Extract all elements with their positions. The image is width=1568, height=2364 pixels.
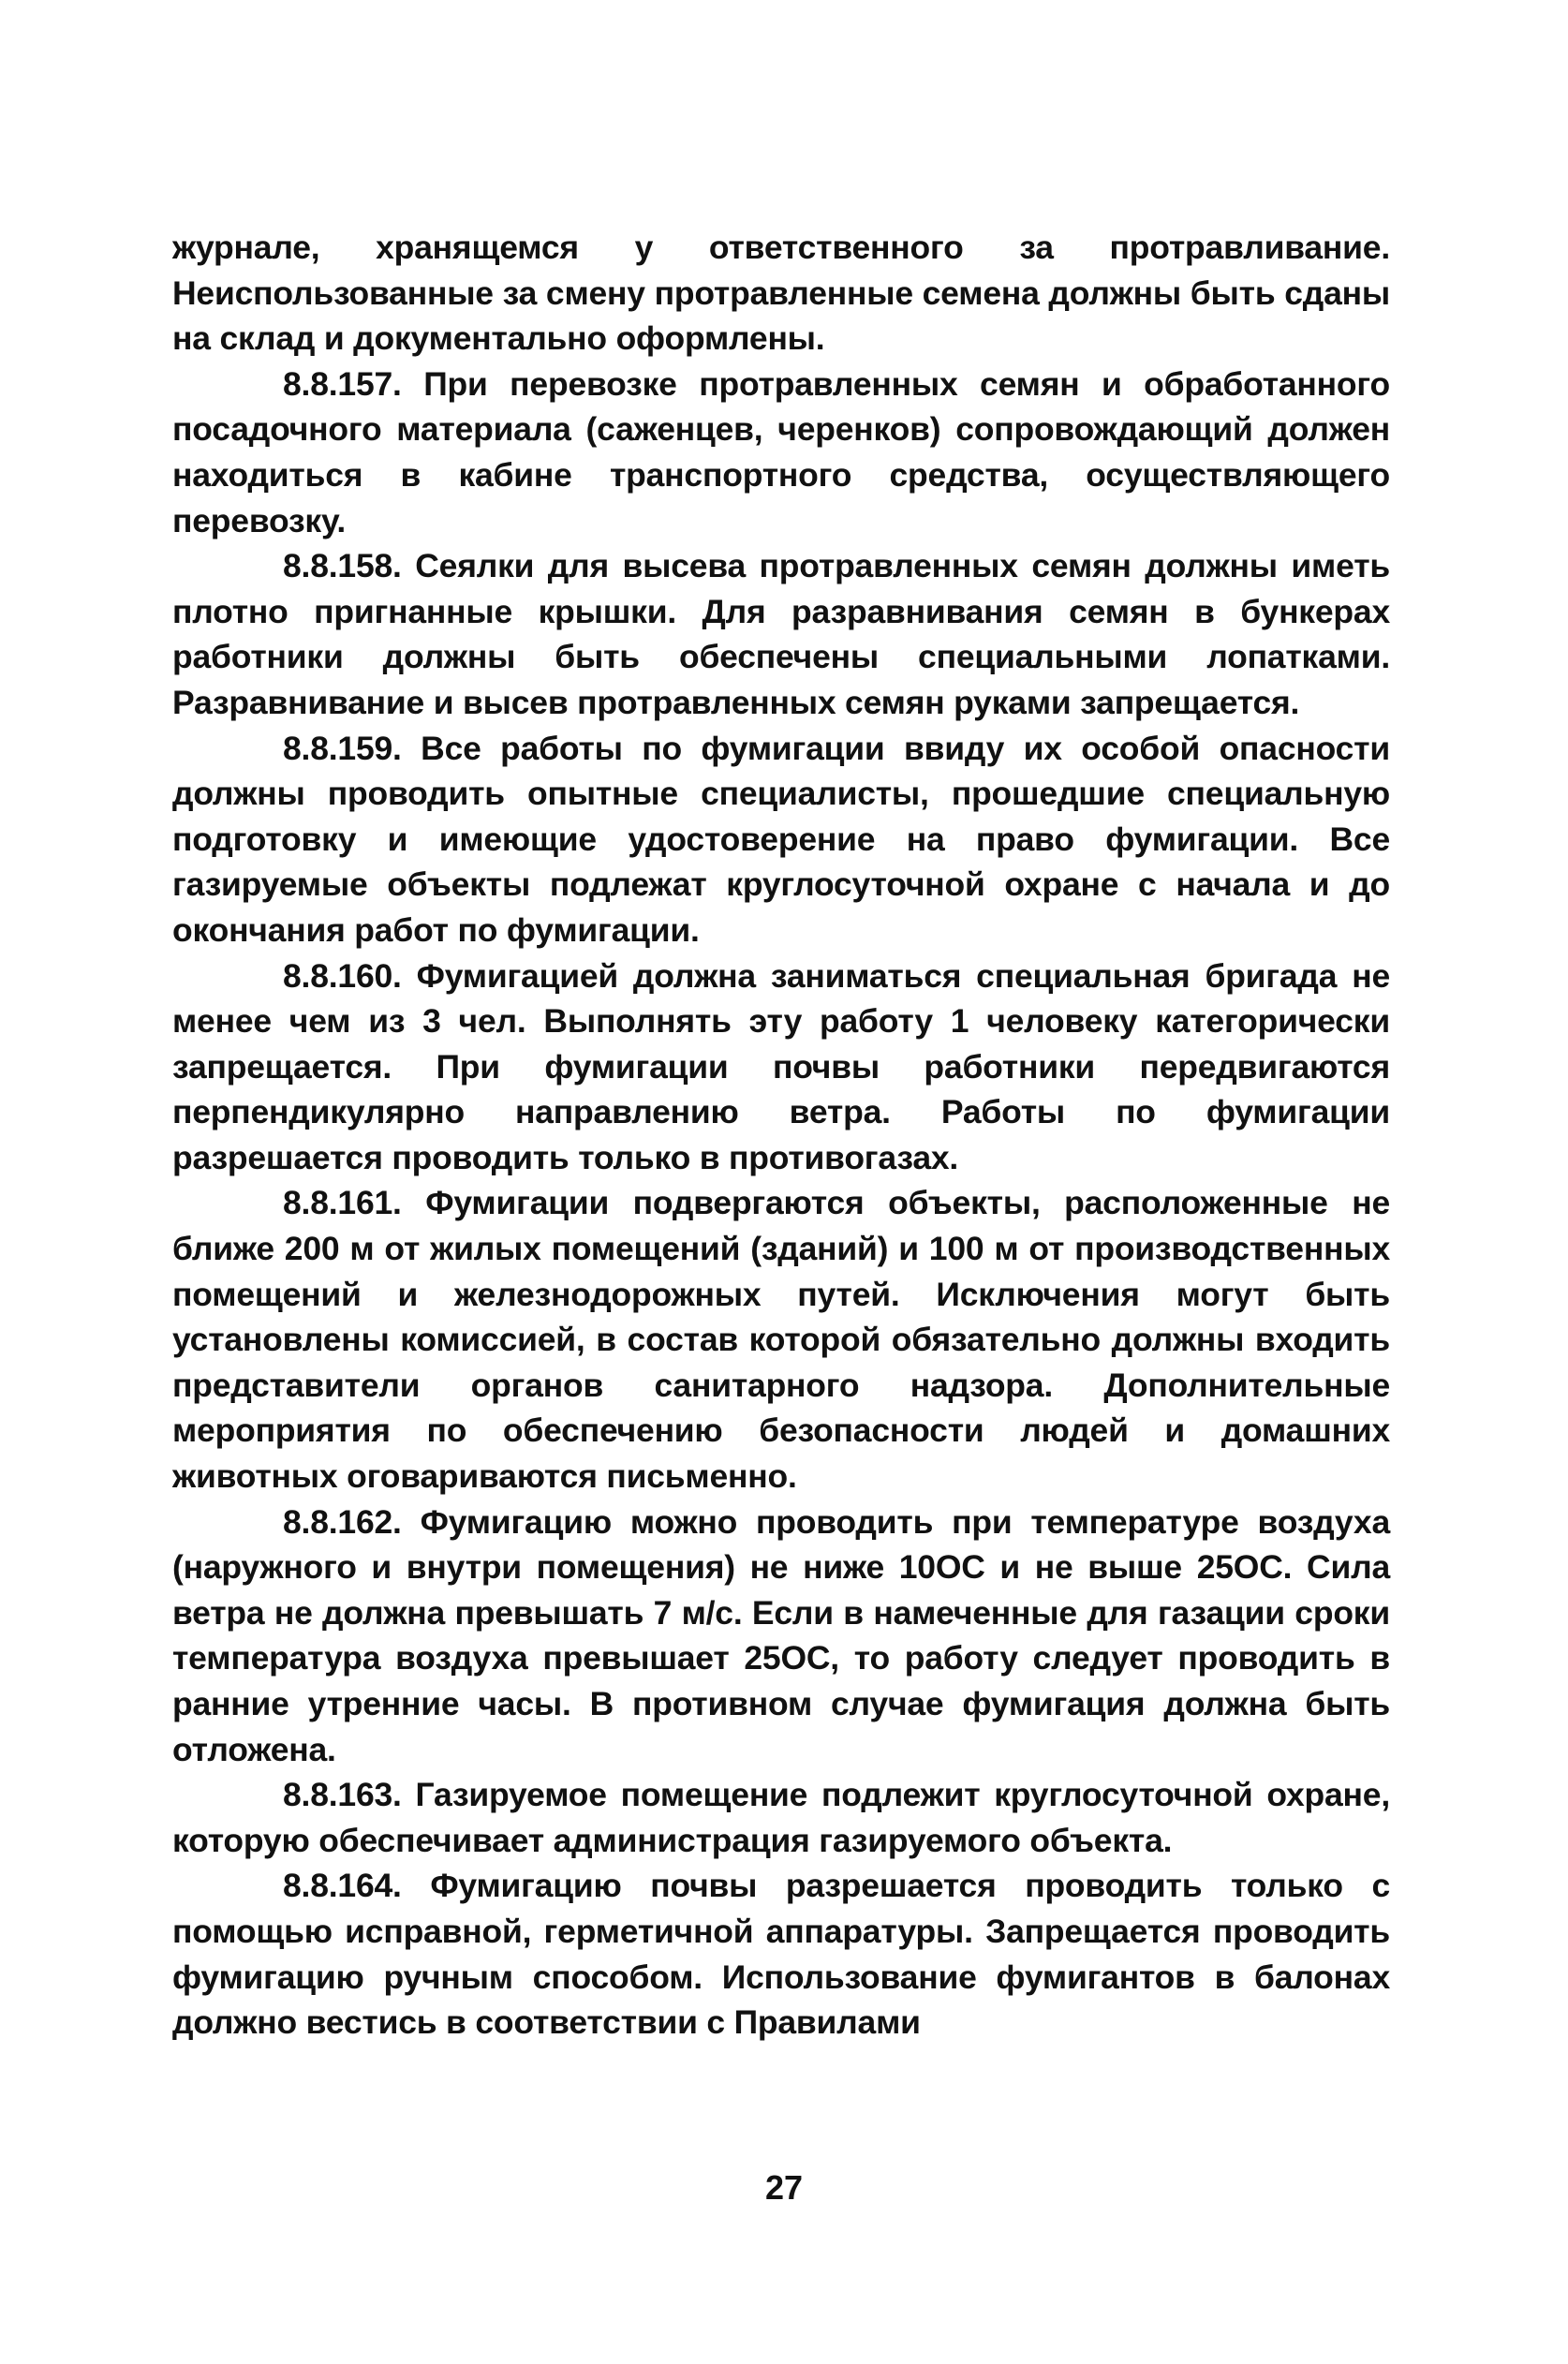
paragraph-8-8-163: 8.8.163. Газируемое помещение подлежит круглосуточной охране, которую обеспечивает администрация газируемого объекта. [172,1776,1390,1859]
paragraph-8-8-164: 8.8.164. Фумигацию почвы разрешается проводить только с помощью исправной, герметичной аппаратуры. Запрещается проводить фумигацию ручным способом. Использование фумигантов в балонах должно вестись в соответствии с Правилами [172,1867,1390,2042]
paragraph-8-8-161: 8.8.161. Фумигации подвергаются объекты, расположенные не ближе 200 м от жилых помещений (зданий) и 100 м от производственных помещений и железнодорожных путей. Исключения могут быть установлены комиссией, в состав которой обязательно должны входить представители органов санитарного надзора. Дополнительные мероприятия по обеспечению безопасности людей и домашних животных оговариваются письменно. [172,1184,1390,1496]
paragraph-8-8-160: 8.8.160. Фумигацией должна заниматься специальная бригада не менее чем из 3 чел. Выполнять эту работу 1 человеку категорически запрещается. При фумигации почвы работники передвигаются перпендикулярно направлению ветра. Работы по фумигации разрешается проводить только в противогазах. [172,956,1390,1176]
body-text [172,225,1390,2046]
paragraph-8-8-162: 8.8.162. Фумигацию можно проводить при температуре воздуха (наружного и внутри помещения) не ниже 10ОС и не выше 25ОС. Сила ветра не должна превышать 7 м/с. Если в намеченные для газации сроки температура воздуха превышает 25ОС, то работу следует проводить в ранние утренние часы. В противном случае фумигация должна быть отложена. [172,1502,1390,1768]
paragraph-8-8-159: 8.8.159. Все работы по фумигации ввиду их особой опасности должны проводить опытные специалисты, прошедшие специальную подготовку и имеющие удостоверение на право фумигации. Все газируемые объекты подлежат круглосуточной охране с начала и до окончания работ по фумигации. [172,729,1390,949]
page-number: 27 [764,2168,804,2207]
paragraph-continuation: журнале, хранящемся у ответственного за протравливание. Неиспользованные за смену протравленные семена должны быть сданы на склад и документально оформлены. [172,229,1390,358]
paragraph-8-8-158: 8.8.158. Сеялки для высева протравленных семян должны иметь плотно пригнанные крышки. Для разравнивания семян в бункерах работники должны быть обеспечены специальными лопатками. Разравнивание и высев протравленных семян руками запрещается. [172,547,1390,721]
paragraph-8-8-157: 8.8.157. При перевозке протравленных семян и обработанного посадочного материала (саженцев, черенков) сопровождающий должен находиться в кабине транспортного средства, осуществляющего перевозку. [172,364,1390,539]
